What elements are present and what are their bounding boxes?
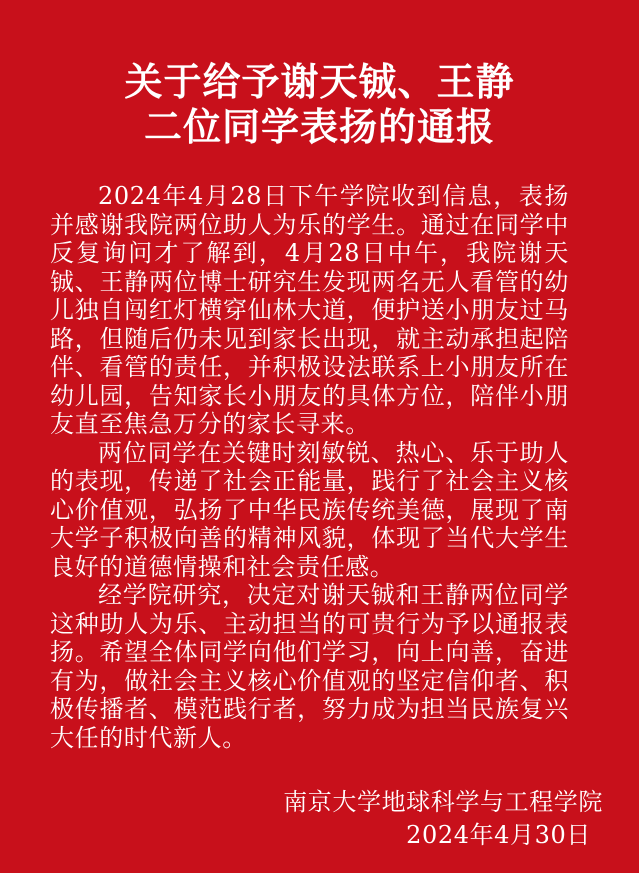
notice-paragraph-1: 2024年4月28日下午学院收到信息，表扬并感谢我院两位助人为乐的学生。通过在同学中反复询问才了解到，4月28日中午，我院谢天铖、王静两位博士研究生发现两名无人看管的幼儿独自闯红灯横穿仙林大道，便护送小朋友过马路，但随后仍未见到家长出现，就主动承担起陪伴、看管的责任，并积极设法联系上小朋友所在幼儿园，告知家长小朋友的具体方位，陪伴小朋友直至焦急万分的家长寻来。 [50, 182, 569, 438]
notice-title-line1: 关于给予谢天铖、王静 [124, 60, 515, 104]
notice-signature-block [0, 786, 639, 852]
notice-title-line2: 二位同学表扬的通报 [143, 105, 495, 149]
notice-body [50, 182, 569, 752]
notice-paragraph-2: 两位同学在关键时刻敏锐、热心、乐于助人的表现，传递了社会正能量，践行了社会主义核心价值观，弘扬了中华民族传统美德，展现了南大学子积极向善的精神风貌，体现了当代大学生良好的道德情操和社会责任感。 [50, 438, 569, 581]
signature-organization: 南京大学地球科学与工程学院 [283, 788, 603, 816]
notice-paragraph-3: 经学院研究，决定对谢天铖和王静两位同学这种助人为乐、主动担当的可贵行为予以通报表扬。希望全体同学向他们学习，向上向善，奋进有为，做社会主义核心价值观的坚定信仰者、积极传播者、模范践行者，努力成为担当民族复兴大任的时代新人。 [50, 581, 569, 752]
notice-title [0, 0, 639, 150]
signature-date: 2024年4月30日 [406, 821, 591, 849]
